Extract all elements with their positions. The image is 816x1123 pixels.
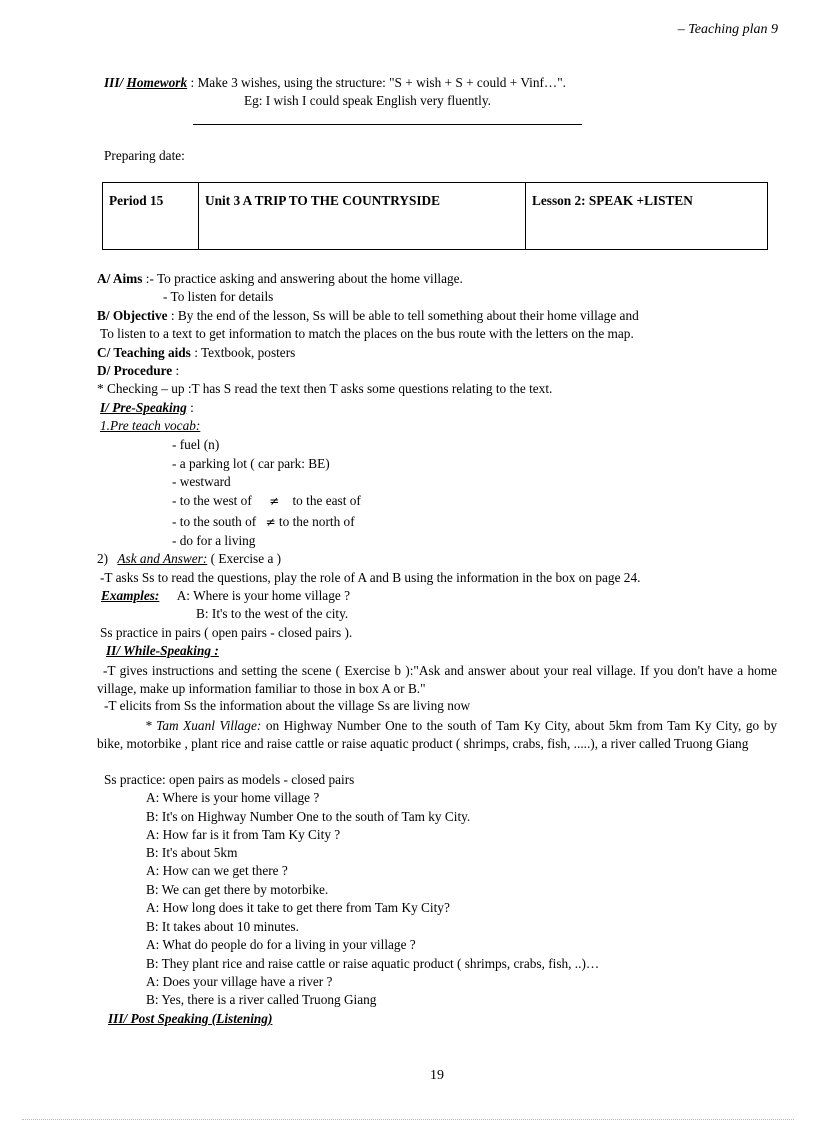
elicits-line: -T elicits from Ss the information about the village Ss are living now xyxy=(104,698,471,713)
vocab-item: - a parking lot ( car park: BE) xyxy=(172,456,330,471)
aims-label: A/ Aims xyxy=(97,271,143,286)
example-b: B: It's to the west of the city. xyxy=(196,606,349,621)
dialogue-line: A: How long does it take to get there from Tam Ky City? xyxy=(146,900,450,915)
objective-label: B/ Objective xyxy=(97,308,168,323)
not-equal-icon: ≠ xyxy=(269,494,280,508)
dialogue-line: A: How can we get there ? xyxy=(146,863,288,878)
vocab-item xyxy=(172,514,355,530)
pairs-line: Ss practice in pairs ( open pairs - closed pairs ). xyxy=(100,625,353,640)
homework-text: : Make 3 wishes, using the structure: "S + wish + S + could + Vinf…". xyxy=(190,75,566,90)
vocab-term: - to the west of xyxy=(172,493,252,508)
divider xyxy=(193,124,582,125)
unit-cell: Unit 3 A TRIP TO THE COUNTRYSIDE xyxy=(199,183,526,250)
ask-answer-text: ( Exercise a ) xyxy=(210,551,282,566)
procedure-label: D/ Procedure xyxy=(97,363,173,378)
procedure-text: : xyxy=(175,363,180,378)
dialogue-line: B: Yes, there is a river called Truong Giang xyxy=(146,992,377,1007)
page-bottom-border xyxy=(22,1119,794,1120)
dialogue-line: A: Does your village have a river ? xyxy=(146,974,333,989)
preparing-date: Preparing date: xyxy=(104,148,185,163)
while-speaking-heading: II/ While-Speaking : xyxy=(106,643,219,658)
example-a: A: Where is your home village ? xyxy=(176,588,350,603)
pre-speaking-heading xyxy=(100,400,194,416)
dialogue-line: B: It's about 5km xyxy=(146,845,238,860)
vocab-opposite: to the north of xyxy=(278,514,355,529)
aims-line xyxy=(97,271,463,287)
vocab-opposite: to the east of xyxy=(292,493,361,508)
homework-example: Eg: I wish I could speak English very fluently. xyxy=(244,93,491,108)
instructions-paragraph: -T gives instructions and setting the scene ( Exercise b ):"Ask and answer about your real village. If you don't have a home village, make up information familiar to those in box A or B." xyxy=(97,663,777,696)
vocab-item: - westward xyxy=(172,474,231,489)
objective-text: : By the end of the lesson, Ss will be able to tell something about their home village and xyxy=(170,308,639,323)
objective-line xyxy=(97,308,639,324)
pre-speaking-title: I/ Pre-Speaking xyxy=(100,400,187,415)
aims-line-2: - To listen for details xyxy=(163,289,274,304)
pre-teach-heading: 1.Pre teach vocab: xyxy=(100,418,201,433)
dialogue-line: B: It takes about 10 minutes. xyxy=(146,919,299,934)
period-cell: Period 15 xyxy=(103,183,199,250)
procedure-line xyxy=(97,363,179,379)
dialogue-line: A: How far is it from Tam Ky City ? xyxy=(146,827,341,842)
ask-answer-title: Ask and Answer: xyxy=(117,551,208,566)
vocab-term: - to the south of xyxy=(172,514,257,529)
objective-line-2: To listen to a text to get information to match the places on the bus route with the letters on the map. xyxy=(100,326,634,341)
period-table xyxy=(102,182,768,250)
village-text: on Highway Number One to the south of Tam Ky City, about 5km from Tam Ky City, go by bike, motorbike , plant rice and raise cattle or raise aquatic product ( shrimps, crabs, fish, .....), a river called Truong Giang xyxy=(97,718,778,751)
vocab-item xyxy=(172,493,361,509)
ask-line: -T asks Ss to read the questions, play the role of A and B using the information in the box on page 24. xyxy=(100,570,641,585)
practice-line: Ss practice: open pairs as models - closed pairs xyxy=(104,772,355,787)
dialogue-line: A: Where is your home village ? xyxy=(146,790,320,805)
aids-line xyxy=(97,345,295,361)
homework-title: Homework xyxy=(126,75,188,90)
dialogue-line: B: It's on Highway Number One to the south of Tam ky City. xyxy=(146,809,471,824)
village-paragraph xyxy=(97,717,777,753)
pre-speaking-colon: : xyxy=(190,400,194,415)
lesson-cell: Lesson 2: SPEAK +LISTEN xyxy=(526,183,768,250)
ask-answer-heading xyxy=(97,551,281,567)
checking-line: * Checking – up :T has S read the text then T asks some questions relating to the text. xyxy=(97,381,553,396)
not-equal-icon: ≠ xyxy=(265,515,276,529)
homework-line xyxy=(104,75,566,91)
vocab-item: - do for a living xyxy=(172,533,256,548)
homework-number: III/ xyxy=(104,75,124,90)
aids-label: C/ Teaching aids xyxy=(97,345,191,360)
village-name: * Tam Xuanl Village: xyxy=(145,718,262,733)
vocab-item: - fuel (n) xyxy=(172,437,220,452)
dialogue-line: B: They plant rice and raise cattle or raise aquatic product ( shrimps, crabs, fish, ..)… xyxy=(146,956,600,971)
ask-answer-number: 2) xyxy=(97,551,109,566)
aims-text: :- To practice asking and answering about the home village. xyxy=(145,271,463,286)
aids-text: : Textbook, posters xyxy=(194,345,296,360)
dialogue-line: B: We can get there by motorbike. xyxy=(146,882,329,897)
examples-line xyxy=(101,588,350,604)
post-speaking-heading: III/ Post Speaking (Listening) xyxy=(108,1011,273,1026)
page-header: – Teaching plan 9 xyxy=(677,22,778,37)
dialogue-line: A: What do people do for a living in your village ? xyxy=(146,937,416,952)
examples-label: Examples: xyxy=(101,588,160,603)
page-number: 19 xyxy=(430,1068,444,1083)
